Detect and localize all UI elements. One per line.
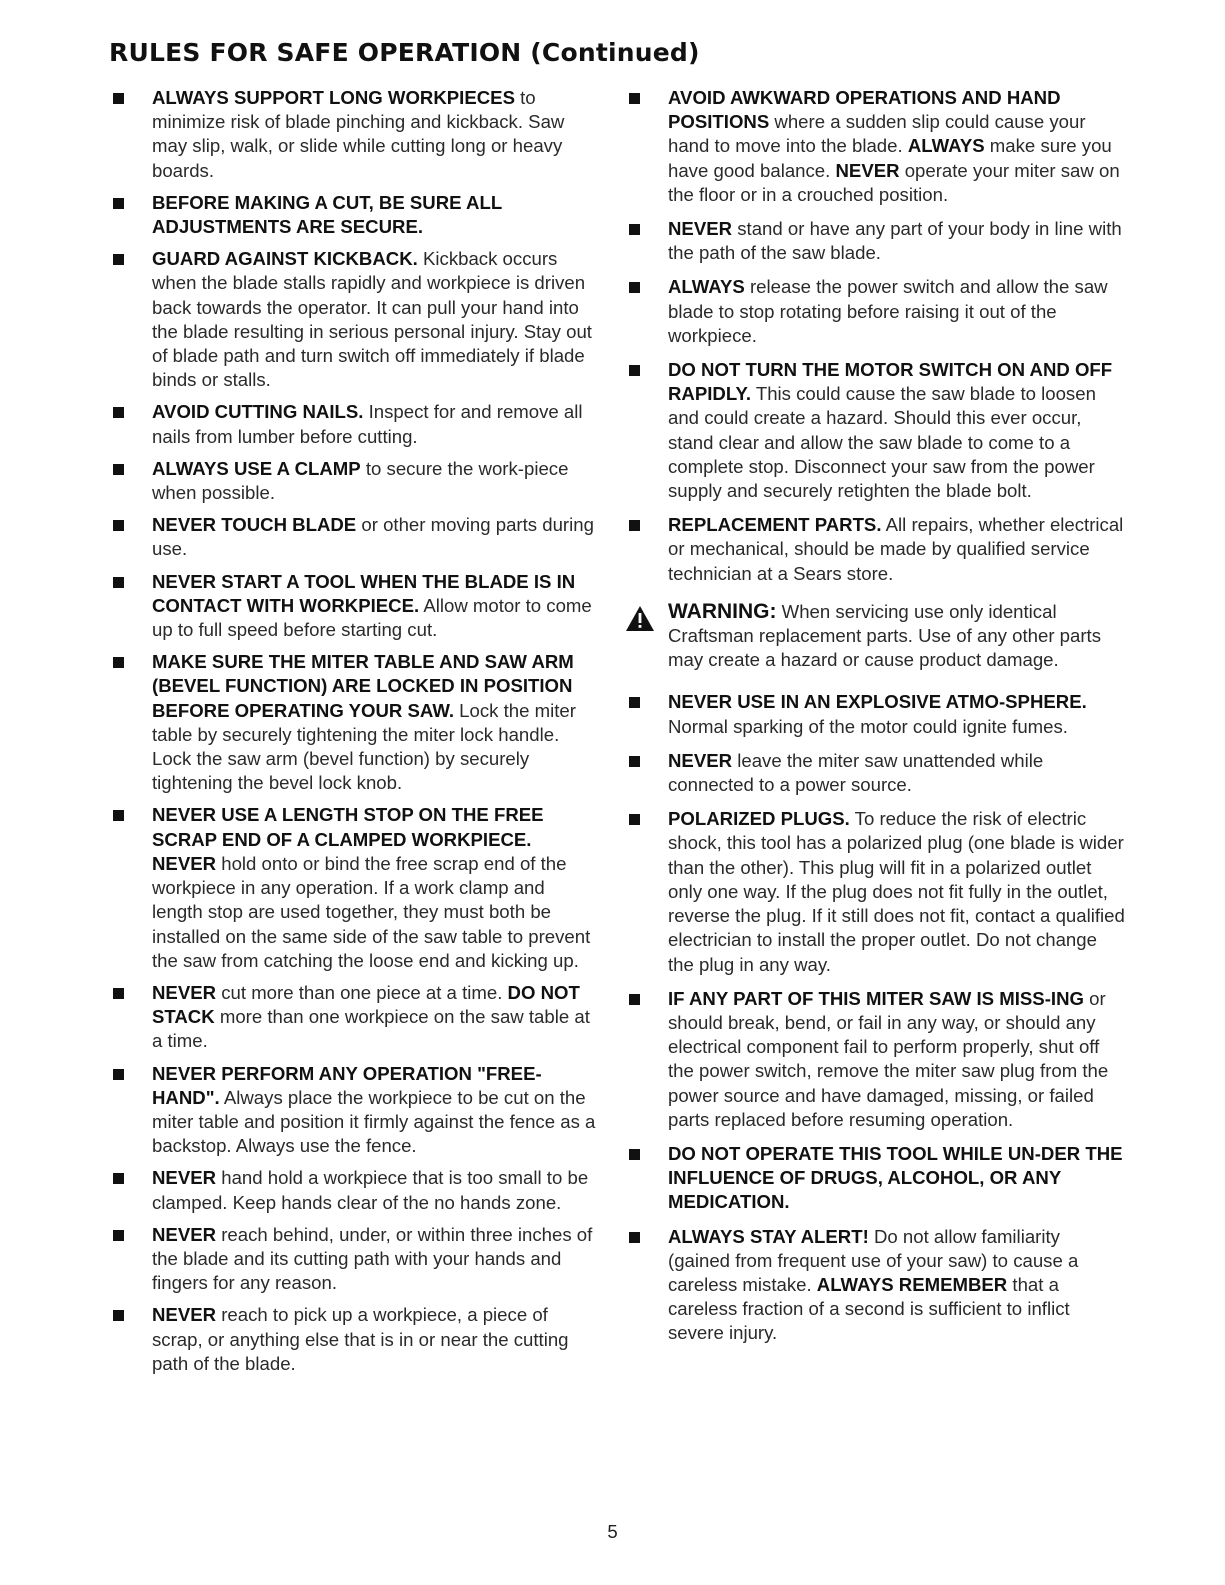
square-bullet-icon xyxy=(113,93,124,104)
rule-never-stand-in-line: NEVER stand or have any part of your body in line with the path of the saw blade. xyxy=(625,217,1125,265)
warning-triangle-icon xyxy=(625,604,655,632)
rule-motor-switch: DO NOT TURN THE MOTOR SWITCH ON AND OFF RAPIDLY. This could cause the saw blade to loosen and could create a hazard. Should this ever occur, stand clear and allow the saw blade to come to a complete stop. Disconnect your saw from the power supply and securely retighten the blade bolt. xyxy=(625,358,1125,503)
rule-explosive-atmosphere: NEVER USE IN AN EXPLOSIVE ATMO-SPHERE. Normal sparking of the motor could ignite fumes. xyxy=(625,690,1125,738)
rule-use-clamp: ALWAYS USE A CLAMP to secure the work-piece when possible. xyxy=(109,457,599,505)
rule-replacement-parts: REPLACEMENT PARTS. All repairs, whether electrical or mechanical, should be made by qualified service technician at a Sears store. xyxy=(625,513,1125,586)
rule-missing-parts: IF ANY PART OF THIS MITER SAW IS MISS-ING or should break, bend, or fail in any way, or should any electrical component fail to perform properly, shut off the power switch, remove the miter saw plug from the power source and have damaged, missing, or failed parts replaced before resuming operation. xyxy=(625,987,1125,1132)
rule-never-reach-pick-up: NEVER reach to pick up a workpiece, a piece of scrap, or anything else that is in or near the cutting path of the blade. xyxy=(109,1303,599,1376)
square-bullet-icon xyxy=(113,520,124,531)
square-bullet-icon xyxy=(113,657,124,668)
square-bullet-icon xyxy=(113,464,124,475)
rule-never-start-in-contact: NEVER START A TOOL WHEN THE BLADE IS IN CONTACT WITH WORKPIECE. Allow motor to come up to full speed before starting cut. xyxy=(109,570,599,643)
square-bullet-icon xyxy=(113,1173,124,1184)
square-bullet-icon xyxy=(629,1232,640,1243)
page-number: 5 xyxy=(607,1521,618,1542)
rule-free-hand: NEVER PERFORM ANY OPERATION "FREE-HAND". Always place the workpiece to be cut on the miter table and position it firmly against the fence as a backstop. Always use the fence. xyxy=(109,1062,599,1159)
left-column xyxy=(109,86,599,1376)
square-bullet-icon xyxy=(629,520,640,531)
square-bullet-icon xyxy=(113,254,124,265)
square-bullet-icon xyxy=(629,756,640,767)
square-bullet-icon xyxy=(113,1230,124,1241)
rule-drugs-alcohol: DO NOT OPERATE THIS TOOL WHILE UN-DER THE INFLUENCE OF DRUGS, ALCOHOL, OR ANY MEDICATION. xyxy=(625,1142,1125,1215)
rule-stay-alert: ALWAYS STAY ALERT! Do not allow familiarity (gained from frequent use of your saw) to cause a careless mistake. ALWAYS REMEMBER that a careless fraction of a second is sufficient to inflict severe injury. xyxy=(625,1225,1125,1346)
rule-avoid-nails: AVOID CUTTING NAILS. Inspect for and remove all nails from lumber before cutting. xyxy=(109,400,599,448)
square-bullet-icon xyxy=(629,697,640,708)
rule-guard-kickback: GUARD AGAINST KICKBACK. Kickback occurs when the blade stalls rapidly and workpiece is driven back towards the operator. It can pull your hand into the blade resulting in serious personal injury. Stay out of blade path and turn switch off immediately if blade binds or stalls. xyxy=(109,247,599,392)
square-bullet-icon xyxy=(113,1310,124,1321)
square-bullet-icon xyxy=(113,988,124,999)
square-bullet-icon xyxy=(629,365,640,376)
square-bullet-icon xyxy=(113,407,124,418)
square-bullet-icon xyxy=(113,810,124,821)
rule-never-reach-behind: NEVER reach behind, under, or within three inches of the blade and its cutting path with your hands and fingers for any reason. xyxy=(109,1223,599,1296)
warning-text: When servicing use only identical Craftsman replacement parts. Use of any other parts may create a hazard or cause product damage. xyxy=(668,600,1102,671)
square-bullet-icon xyxy=(113,1069,124,1080)
rule-release-switch: ALWAYS release the power switch and allow the saw blade to stop rotating before raising it out of the workpiece. xyxy=(625,275,1125,348)
rule-small-workpiece: NEVER hand hold a workpiece that is too small to be clamped. Keep hands clear of the no hands zone. xyxy=(109,1166,599,1214)
rule-avoid-awkward: AVOID AWKWARD OPERATIONS AND HAND POSITIONS where a sudden slip could cause your hand to move into the blade. ALWAYS make sure you have good balance. NEVER operate your miter saw on the floor or in a crouched position. xyxy=(625,86,1125,207)
rule-one-piece: NEVER cut more than one piece at a time. DO NOT STACK more than one workpiece on the saw table at a time. xyxy=(109,981,599,1054)
rule-miter-table-locked: MAKE SURE THE MITER TABLE AND SAW ARM (BEVEL FUNCTION) ARE LOCKED IN POSITION BEFORE OPERATING YOUR SAW. Lock the miter table by securely tightening the miter lock handle. Lock the saw arm (bevel function) by securely tightening the bevel lock knob. xyxy=(109,650,599,795)
square-bullet-icon xyxy=(629,814,640,825)
square-bullet-icon xyxy=(629,224,640,235)
square-bullet-icon xyxy=(629,994,640,1005)
rule-polarized-plugs: POLARIZED PLUGS. To reduce the risk of electric shock, this tool has a polarized plug (one blade is wider than the other). This plug will fit in a polarized outlet only one way. If the plug does not fit fully in the outlet, reverse the plug. If it still does not fit, contact a qualified electrician to install the proper outlet. Do not change the plug in any way. xyxy=(625,807,1125,976)
right-column xyxy=(625,86,1125,1346)
rule-support-long-workpieces: ALWAYS SUPPORT LONG WORKPIECES to minimize risk of blade pinching and kickback. Saw may slip, walk, or slide while cutting long or heavy boards. xyxy=(109,86,599,183)
warning-block xyxy=(625,600,1125,673)
square-bullet-icon xyxy=(113,577,124,588)
warning-heading: WARNING: xyxy=(668,599,777,623)
square-bullet-icon xyxy=(629,282,640,293)
rule-unattended: NEVER leave the miter saw unattended while connected to a power source. xyxy=(625,749,1125,797)
square-bullet-icon xyxy=(629,93,640,104)
rule-never-touch-blade: NEVER TOUCH BLADE or other moving parts during use. xyxy=(109,513,599,561)
square-bullet-icon xyxy=(629,1149,640,1160)
page-title: RULES FOR SAFE OPERATION (Continued) xyxy=(109,38,700,67)
rule-length-stop: NEVER USE A LENGTH STOP ON THE FREE SCRAP END OF A CLAMPED WORKPIECE. NEVER hold onto or bind the free scrap end of the workpiece in any operation. If a work clamp and length stop are used together, they must both be installed on the same side of the saw table to prevent the saw from catching the loose end and kicking up. xyxy=(109,803,599,972)
rule-adjustments-secure: BEFORE MAKING A CUT, BE SURE ALL ADJUSTMENTS ARE SECURE. xyxy=(109,191,599,239)
square-bullet-icon xyxy=(113,198,124,209)
